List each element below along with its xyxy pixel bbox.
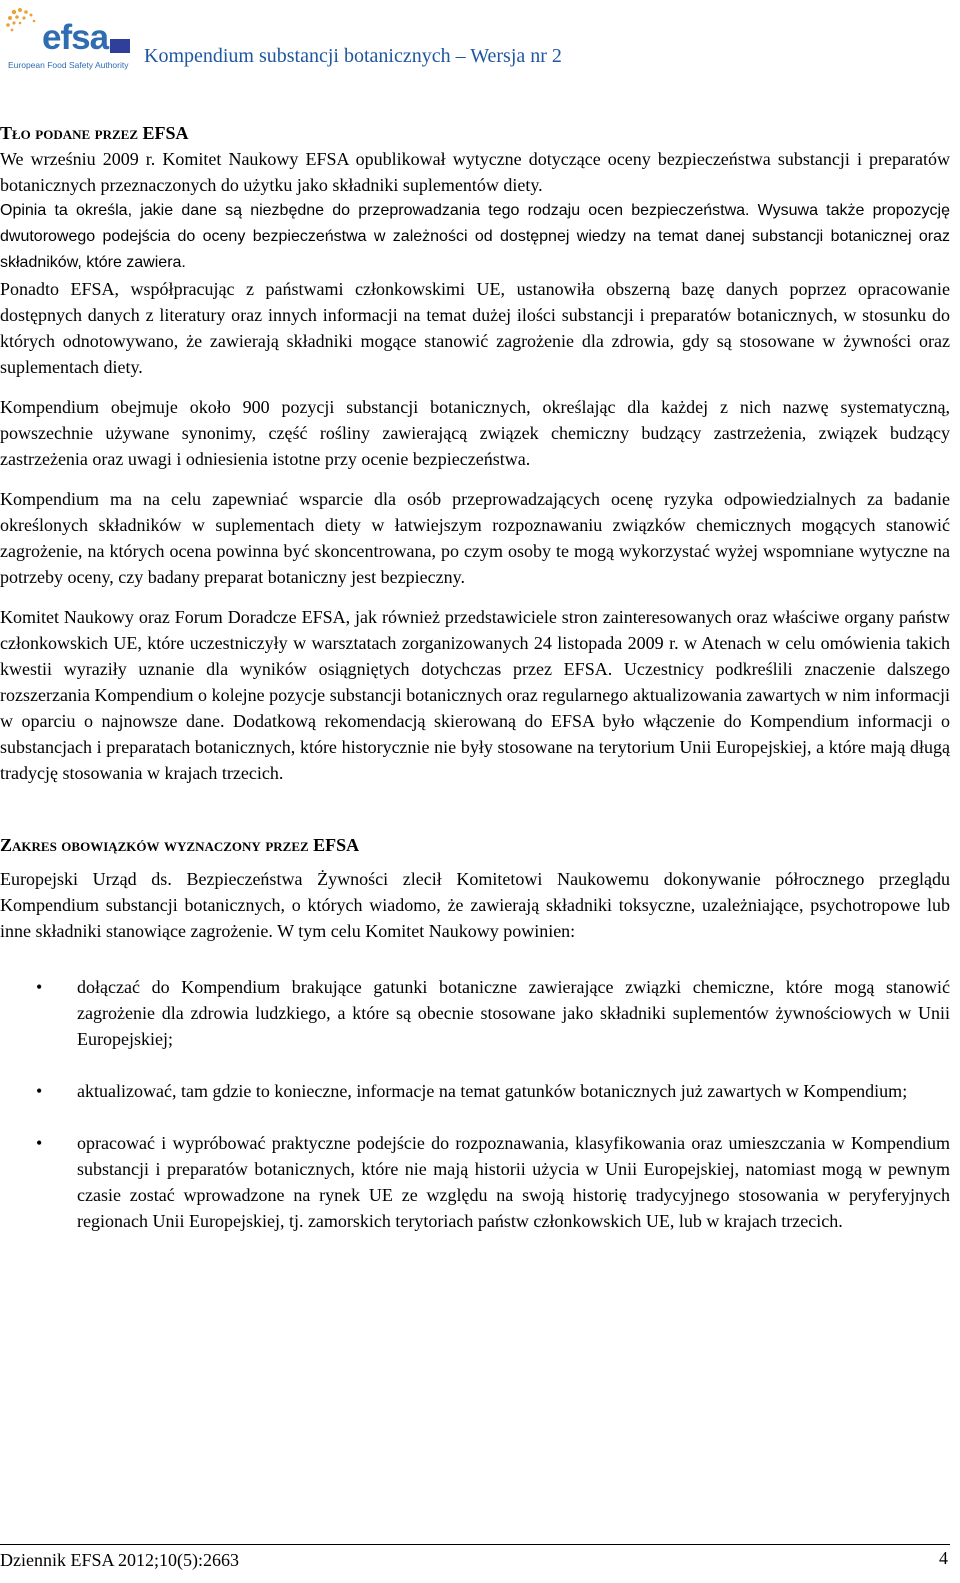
paragraph: Ponadto EFSA, współpracując z państwami członkowskimi UE, ustanowiła obszerną bazę danych poprzez opracowanie dostępnych danych z literatury oraz innych informacji na temat dużej ilości substancji i preparatów botanicznych, w stosunku do których odnotowywano, że zawierają składniki mogące stanowić zagrożenie dla zdrowia, gdy są stosowane w żywności oraz suplementach diety. xyxy=(0,279,950,377)
paragraph: Kompendium ma na celu zapewniać wsparcie dla osób przeprowadzających ocenę ryzyka odpowiedzialnych za badanie określonych składników w suplementach diety w łatwiejszym rozpoznawaniu związków chemicznych mogących stanowić zagrożenie, na których ocena powinna być skoncentrowana, po czym osoby te mogą wykorzystać wyżej wspomniane wytyczne na potrzeby oceny, czy badany preparat botaniczny jest bezpieczny. xyxy=(0,489,950,587)
page-footer xyxy=(0,1544,960,1574)
paragraph: Europejski Urząd ds. Bezpieczeństwa Żywności zlecił Komitetowi Naukowemu dokonywanie półrocznego przeglądu Kompendium substancji botanicznych, o których wiadomo, że zawierają składniki toksyczne, uzależniające, psychotropowe lub inne składniki stanowiące zagrożenie. W tym celu Komitet Naukowy powinien: xyxy=(0,869,950,941)
eu-flag-icon xyxy=(110,39,130,53)
bullet-icon: • xyxy=(36,1133,43,1153)
bullet-list xyxy=(0,974,950,1234)
sunburst-icon xyxy=(4,6,44,46)
main-content xyxy=(0,120,950,1234)
page-number: 4 xyxy=(939,1548,948,1568)
list-item-text: opracować i wypróbować praktyczne podejście do rozpoznawania, klasyfikowania oraz umieszczania w Kompendium substancji i preparatów botanicznych, które nie mają historii użycia w Unii Europejskiej, natomiast mogą w pewnym czasie zostać wprowadzone na rynek UE ze względu na swoją historię tradycyjnego stosowania w peryferyjnych regionach Unii Europejskiej, tj. zamorskich terytoriach państw członkowskich UE, lub w krajach trzecich. xyxy=(77,1133,950,1231)
logo-tagline: European Food Safety Authority xyxy=(8,60,129,70)
paragraph: We wrześniu 2009 r. Komitet Naukowy EFSA opublikował wytyczne dotyczące oceny bezpieczeństwa substancji i preparatów botanicznych przeznaczonych do użytku jako składniki suplementów diety. xyxy=(0,149,950,195)
paragraph: Opinia ta określa, jakie dane są niezbędne do przeprowadzania tego rodzaju ocen bezpieczeństwa. Wysuwa także propozycję dwutorowego podejścia do oceny bezpieczeństwa w zależności od dostępnej wiedzy na temat danej substancji botanicznej oraz składników, które zawiera. xyxy=(0,202,950,271)
list-item xyxy=(0,1078,950,1104)
section-heading-background: Tło podane przez EFSA xyxy=(0,123,189,143)
list-item-text: dołączać do Kompendium brakujące gatunki botaniczne zawierające związki chemiczne, które mogą stanowić zagrożenie dla zdrowia ludzkiego, a które są obecnie stosowane jako składniki suplementów żywnościowych w Unii Europejskiej; xyxy=(77,977,950,1049)
efsa-logo xyxy=(4,6,132,70)
paragraph: Komitet Naukowy oraz Forum Doradcze EFSA, jak również przedstawiciele stron zainteresowanych oraz właściwe organy państw członkowskich UE, które uczestniczyły w warsztatach zorganizowanych 24 listopada 2009 r. w Atenach w celu omówienia takich kwestii wyraziły uznanie dla wyników osiągniętych dotychczas przez EFSA. Uczestnicy podkreślili znaczenie dalszego rozszerzania Kompendium o kolejne pozycje substancji botanicznych oraz regularnego aktualizowania zawartych w nim informacji w oparciu o najnowsze dane. Dodatkową rekomendacją skierowaną do EFSA było włączenie do Kompendium informacji o substancjach i preparatach botanicznych, które historycznie nie były stosowane na terytorium Unii Europejskiej, a które mają długą tradycję stosowania w krajach trzecich. xyxy=(0,607,950,783)
page-header xyxy=(0,0,960,90)
list-item xyxy=(0,1130,950,1234)
logo-wordmark: efsa xyxy=(42,18,109,57)
list-item-text: aktualizować, tam gdzie to konieczne, informacje na temat gatunków botanicznych już zawartych w Kompendium; xyxy=(77,1081,908,1101)
journal-citation: Dziennik EFSA 2012;10(5):2663 xyxy=(0,1550,239,1570)
bullet-icon: • xyxy=(36,977,43,997)
header-title: Kompendium substancji botanicznych – Wersja nr 2 xyxy=(144,45,562,67)
footer-divider xyxy=(0,1544,950,1545)
paragraph: Kompendium obejmuje około 900 pozycji substancji botanicznych, określając dla każdej z nich nazwę systematyczną, powszechnie używane synonimy, część rośliny zawierającą związek chemiczny budzący zastrzeżenia, związek budzący zastrzeżenia oraz uwagi i odniesienia istotne przy ocenie bezpieczeństwa. xyxy=(0,397,950,469)
list-item xyxy=(0,974,950,1052)
bullet-icon: • xyxy=(36,1081,43,1101)
section-heading-terms-of-reference: Zakres obowiązków wyznaczony przez EFSA xyxy=(0,835,360,855)
